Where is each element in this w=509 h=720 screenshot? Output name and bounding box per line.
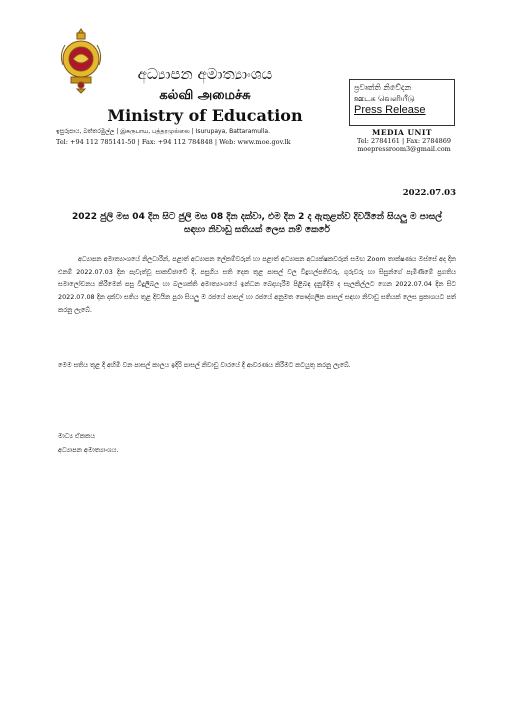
press-release-sinhala: ප්‍රවෘත්ති නිවේදන [354,83,412,92]
body-paragraph-2: මෙම සතිය තුළ දී අහිමි වන පාසල් කාලය ඉදිරි පාසල් නිවාඩු වාරයේ දී ආවරණය කිරීමට කටයුතු කරනු ලැබේ. [58,361,351,369]
ministry-name-sinhala: අධ්‍යාපන අමාත්‍යාංශය [137,65,273,83]
body-paragraph-1: අධ්‍යාපන අමාත්‍යාංශයේ නිලධාරීන්, පළාත් අධ්‍යාපන ලේකම්වරුන් හා පළාත් අධ්‍යාපන අධ්‍යක්ෂකවරුන් සමඟ Zoom තාක්ෂණය ඔස්සේ අද දින එනම් 2022.07.03 දින පැවැත්වූ සාකච්ඡාවේ දී, පසුගිය සති දෙක තුළ පාසල් වල විදුහල්පතිවරු, ගුරුවරු හා සිසුන්ගේ පැමිණීමේ ප්‍රගතිය සමාලෝචනය කිරීමෙන් පසු විදුලිබල හා බලශක්ති අමාත්‍යාංශයේ ඉන්ධන බෙදාහැරීම පිළිබඳ දැනුම්දීම ද සැලකිල්ලට ගෙන 2022.07.04 දින සිට 2022.07.08 දින දක්වා සතිය තුළ දිවයින පුරා සියලු ම රජයේ පාසල් හා රජයේ අනුමත පෞද්ගලික පාසල් සඳහා නිවාඩු සතියක් ලෙස ප්‍රකාශයට පත් කරනු ලැබේ. [58,255,456,314]
ministry-name-english: Ministry of Education [107,106,303,125]
document-date: 2022.07.03 [402,188,456,198]
press-release-tamil: ஊடக வெளியீடு [354,94,415,103]
media-unit-label: MEDIA UNIT [372,128,432,137]
media-unit-tel: Tel: 2784161 | Fax: 2784869 [356,137,452,145]
signature-line-1: මාධ්‍ය ඒකකය [58,432,96,440]
press-release-english: Press Release [354,104,426,116]
ministry-name-tamil: கல்வி அமைச்சு [159,88,251,103]
document-headline: 2022 ජුලි මස 04 දින සිට ජුලි මස 08 දින දක්වා, එම දින 2 ද ඇතුළත්ව දිවයිනේ සියලු ම පාසල් සඳහා නිවාඩු සතියක් ලෙස නම් කෙරේ [71,212,443,235]
signature-line-2: අධ්‍යාපන අමාත්‍යාංශය. [58,446,119,454]
sri-lanka-emblem-icon [57,25,105,95]
media-unit-email: moepressroom3@gmail.com [357,145,451,153]
ministry-contact: Tel: +94 112 785141-50 | Fax: +94 112 784848 | Web: www.moe.gov.lk [56,138,291,146]
ministry-address: ඉසුරුපාය, බත්තරමුල්ල | இசுருபாய, பத்தரமுல்லை | Isurupaya, Battaramulla. [56,128,270,135]
press-release-box [349,79,455,126]
